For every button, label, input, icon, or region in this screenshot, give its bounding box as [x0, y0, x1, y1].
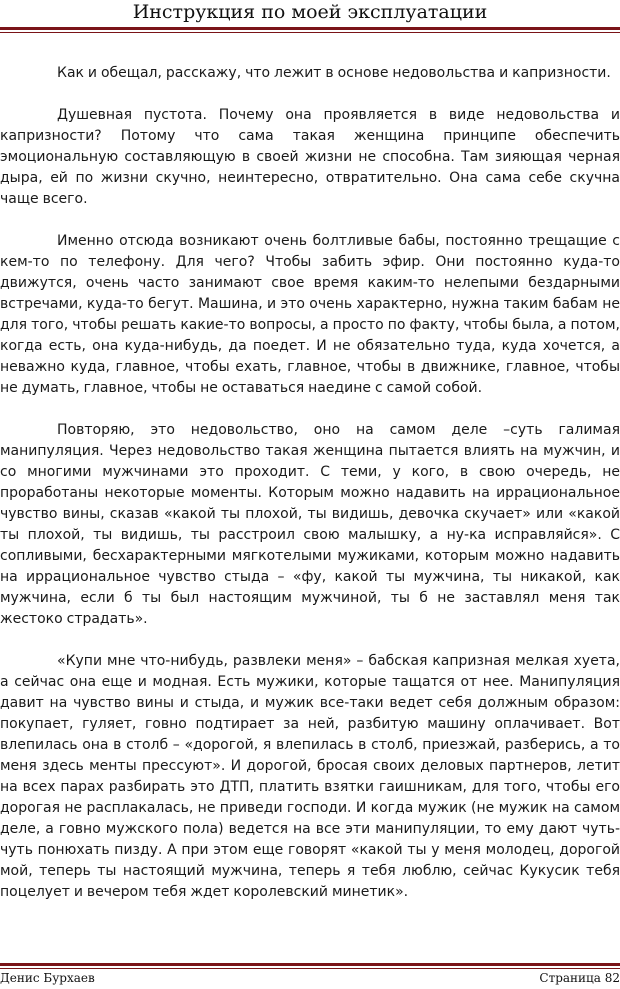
paragraph-3: Именно отсюда возникают очень болтливые бабы, постоянно трещащие с кем-то по телефону. Для чего? Чтобы забить эфир. Они постоянно куда-то движутся, очень часто занимают свое время каким-то нелепыми бездарными встречами, куда-то бегут. Машина, и это очень характерно, нужна таким бабам не для того, чтобы решать какие-то вопросы, а просто по факту, чтобы была, а потом, когда есть, она куда-нибудь, да поедет. И не обязательно туда, куда хочется, а неважно куда, главное, чтобы ехать, главное, чтобы в движнике, главное, чтобы не думать, главное, чтобы не оставаться наедине с самой собой. [0, 233, 620, 396]
footer-page-number: Страница 82 [539, 971, 620, 985]
footer-divider-thick [0, 963, 620, 966]
page-title: Инструкция по моей эксплуатации [132, 1, 488, 23]
paragraph-4: Повторяю, это недовольство, оно на самом деле –суть галимая манипуляция. Через недовольство такая женщина пытается влиять на мужчин, и со многими мужчинами это проходит. С теми, у кого, в свою очередь, не проработаны некоторые моменты. Которым можно надавить на иррациональное чувство вины, сказав «какой ты плохой, ты видишь, девочка скучает» или «какой ты плохой, ты видишь, ты расстроил свою малышку, а ну-ка исправляйся». С сопливыми, бесхарактерными мягкотелыми мужиками, которым можно надавить на иррациональное чувство стыда – «фу, какой ты мужчина, ты никакой, как мужчина, если б ты был настоящим мужчиной, ты б не заставлял меня так жестоко страдать». [0, 422, 620, 627]
header-divider [0, 27, 620, 33]
document-body [0, 63, 620, 924]
header-divider-thin [0, 32, 620, 33]
footer-author: Денис Бурхаев [0, 971, 95, 985]
header-divider-thick [0, 27, 620, 30]
paragraph-2: Душевная пустота. Почему она проявляется в виде недовольства и капризности? Потому что сама такая женщина принципе обеспечить эмоциональную составляющую в своей жизни не способна. Там зияющая черная дыра, ей по жизни скучно, неинтересно, отвратительно. Она сама себе скучна чаще всего. [0, 107, 620, 207]
paragraph-5: «Купи мне что-нибудь, развлеки меня» – бабская капризная мелкая хуета, а сейчас она еще и модная. Есть мужики, которые тащатся от нее. Манипуляция давит на чувство вины и стыда, и мужик все-таки ведет себя должным образом: покупает, гуляет, говно подтирает за ней, разбитую машину оплачивает. Вот влепилась она в столб – «дорогой, я влепилась в столб, приезжай, разберись, а то меня здесь менты прессуют». И дорогой, бросая своих деловых партнеров, летит на всех парах разбирать это ДТП, платить взятки гаишникам, для того, чтобы его дорогая не расплакалась, не приведи господи. И когда мужик (не мужик на самом деле, а говно мужского пола) ведется на все эти манипуляции, то ему дают чуть-чуть понюхать пизду. А при этом еще говорят «какой ты у меня молодец, дорогой мой, теперь ты настоящий мужчина, теперь я тебя люблю, сейчас Кукусик тебя поцелует и вечером тебя ждет королевский минетик». [0, 653, 620, 900]
footer-divider [0, 963, 620, 969]
paragraph-1: Как и обещал, расскажу, что лежит в основе недовольства и капризности. [57, 65, 611, 81]
footer-divider-thin [0, 968, 620, 969]
